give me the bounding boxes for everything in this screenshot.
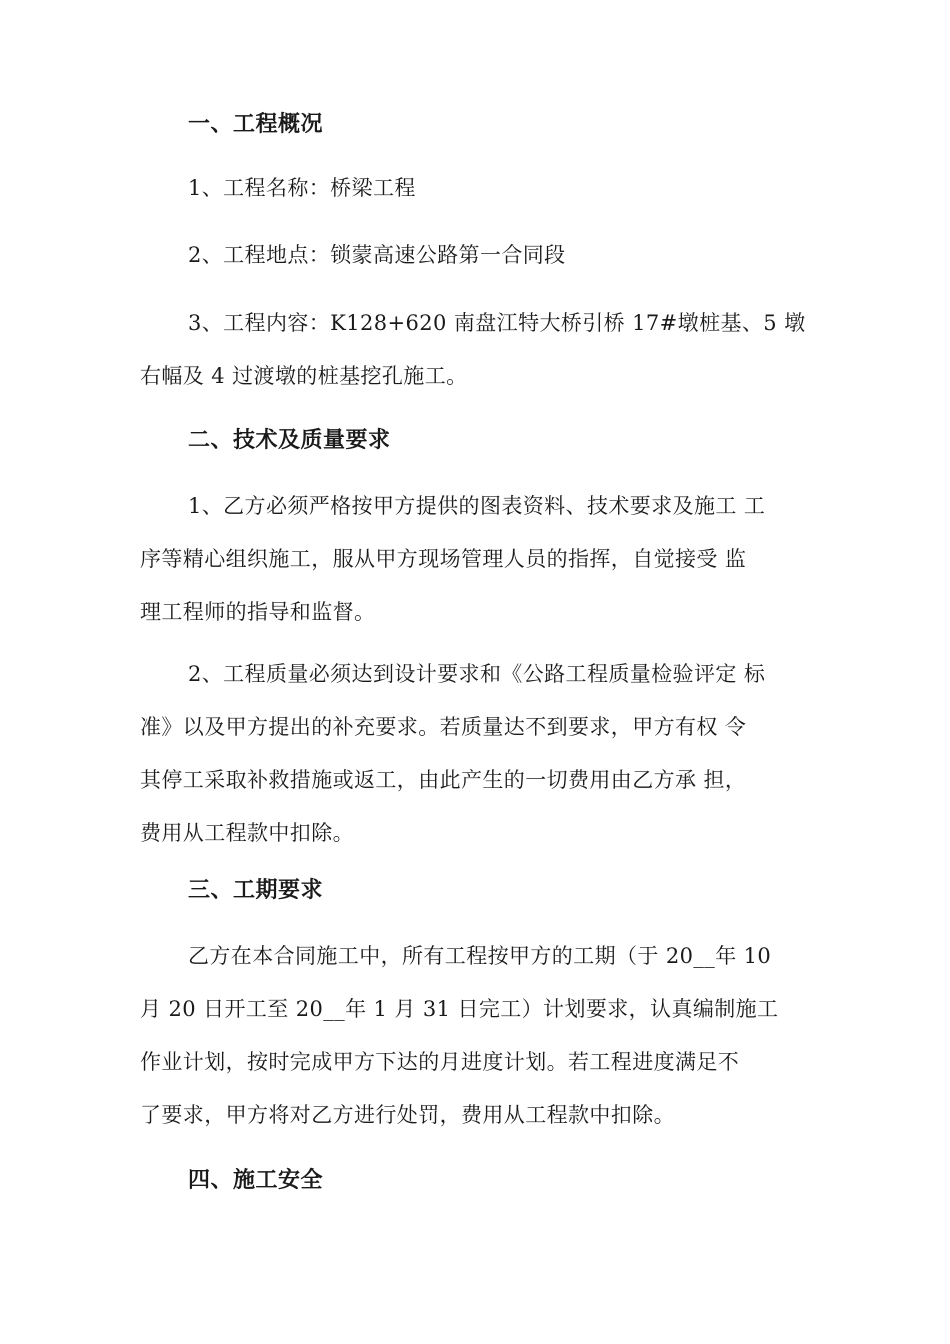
overview-item-name: [140, 162, 826, 215]
text-line: 1、乙方必须严格按甲方提供的图表资料、技术要求及施工 工: [188, 494, 766, 518]
quality-item-2: [140, 648, 826, 860]
section-heading-quality: 二、技术及质量要求: [188, 428, 391, 453]
text-line: 月 20 日开工至 20__年 1 月 31 日完工）计划要求，认真编制施工: [140, 997, 779, 1021]
text-line: 序等精心组织施工，服从甲方现场管理人员的指挥，自觉接受 监: [140, 547, 747, 571]
text-line: 2、工程质量必须达到设计要求和《公路工程质量检验评定 标: [188, 662, 766, 686]
text-line: 乙方在本合同施工中，所有工程按甲方的工期（于 20__年 10: [188, 944, 772, 968]
text-line: 了要求，甲方将对乙方进行处罚，费用从工程款中扣除。: [140, 1103, 675, 1127]
section-heading-safety: 四、施工安全: [188, 1168, 324, 1193]
text-line: 2、工程地点：锁蒙高速公路第一合同段: [188, 243, 566, 267]
text-line: 其停工采取补救措施或返工，由此产生的一切费用由乙方承 担，: [140, 768, 747, 792]
quality-item-1: [140, 480, 826, 639]
text-line: 费用从工程款中扣除。: [140, 821, 354, 845]
text-line: 准》以及甲方提出的补充要求。若质量达不到要求，甲方有权 令: [140, 715, 747, 739]
section-heading-overview: 一、工程概况: [188, 112, 324, 137]
text-line: 1、工程名称：桥梁工程: [188, 176, 416, 200]
text-line: 右幅及 4 过渡墩的桩基挖孔施工。: [140, 364, 468, 388]
overview-item-content: [140, 297, 826, 403]
text-line: 3、工程内容：K128+620 南盘江特大桥引桥 17#墩桩基、5 墩: [188, 311, 806, 335]
text-line: 作业计划，按时完成甲方下达的月进度计划。若工程进度满足不: [140, 1050, 740, 1074]
text-line: 理工程师的指导和监督。: [140, 600, 376, 624]
overview-item-location: [140, 229, 826, 282]
section-heading-schedule: 三、工期要求: [188, 878, 324, 903]
schedule-paragraph: [140, 930, 826, 1142]
